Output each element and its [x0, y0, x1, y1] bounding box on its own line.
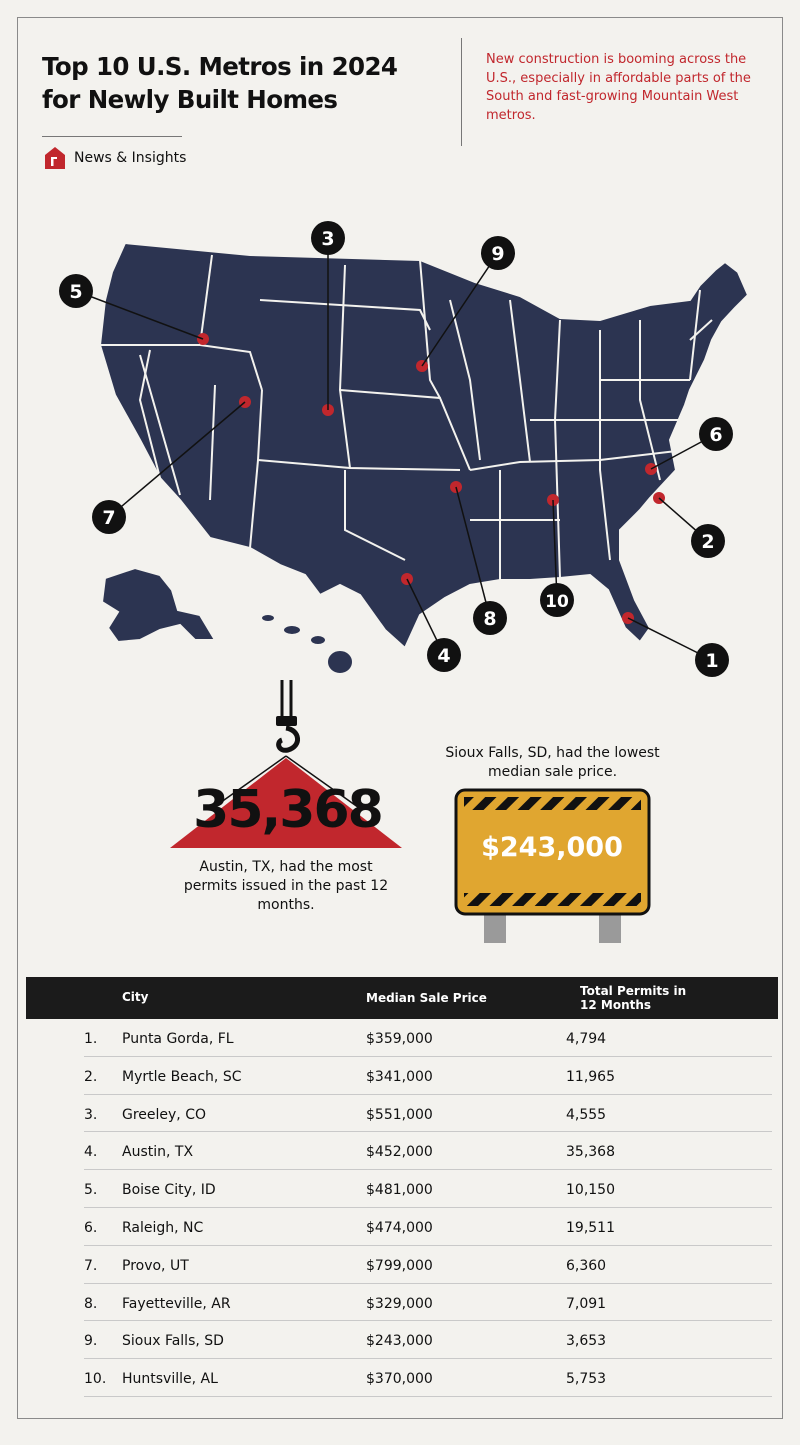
row-permits: 4,794	[566, 1031, 607, 1047]
row-price: $474,000	[366, 1219, 433, 1236]
row-permits: 4,555	[566, 1106, 607, 1123]
svg-text:3: 3	[321, 228, 335, 250]
row-city: Boise City, ID	[122, 1182, 216, 1199]
row-permits: 6,360	[566, 1257, 607, 1274]
row-city: Huntsville, AL	[122, 1371, 218, 1388]
svg-text:7: 7	[102, 507, 116, 529]
metros-table	[26, 977, 778, 1397]
row-city: Myrtle Beach, SC	[122, 1068, 242, 1085]
label-4	[427, 638, 461, 672]
row-permits: 11,965	[566, 1068, 615, 1085]
label-10	[540, 583, 574, 617]
row-permits: 5,753	[566, 1371, 607, 1388]
row-rank: 1.	[84, 1031, 98, 1047]
table-row	[84, 1359, 772, 1397]
table-row	[84, 1019, 772, 1057]
row-price: $551,000	[366, 1106, 433, 1123]
column-header-city: City	[122, 990, 149, 1004]
row-rank: 4.	[84, 1144, 98, 1161]
table-row	[84, 1095, 772, 1133]
row-permits: 7,091	[566, 1295, 607, 1312]
svg-text:6: 6	[709, 424, 723, 446]
svg-text:2: 2	[701, 531, 715, 553]
row-permits: 19,511	[566, 1219, 615, 1236]
row-price: $799,000	[366, 1257, 433, 1274]
row-city: Punta Gorda, FL	[122, 1031, 234, 1047]
row-price: $370,000	[366, 1371, 433, 1388]
row-rank: 9.	[84, 1333, 98, 1350]
lowest-price-value: $243,000	[481, 832, 623, 863]
column-header-price: Median Sale Price	[366, 991, 487, 1005]
construction-sign-illustration	[450, 787, 655, 947]
table-row	[84, 1321, 772, 1359]
row-permits: 35,368	[566, 1144, 615, 1161]
table-row	[84, 1246, 772, 1284]
row-price: $359,000	[366, 1031, 433, 1047]
table-row	[84, 1208, 772, 1246]
brand-label: News & Insights	[74, 150, 187, 166]
alaska-shape	[102, 568, 215, 642]
row-price: $341,000	[366, 1068, 433, 1085]
svg-text:8: 8	[483, 608, 497, 630]
most-permits-value: 35,368	[193, 780, 382, 840]
most-permits-caption: Austin, TX, had the most permits issued in the past 12 months.	[183, 859, 389, 913]
row-city: Fayetteville, AR	[122, 1295, 231, 1312]
row-city: Raleigh, NC	[122, 1219, 204, 1236]
table-body	[26, 1019, 778, 1397]
svg-text:4: 4	[437, 645, 451, 667]
lowest-price-caption: Sioux Falls, SD, had the lowest median sale price.	[445, 745, 660, 780]
row-price: $329,000	[366, 1295, 433, 1312]
label-8	[473, 601, 507, 635]
svg-text:9: 9	[491, 243, 505, 265]
label-7	[92, 500, 126, 534]
svg-text:10: 10	[545, 592, 569, 612]
svg-text:5: 5	[69, 281, 83, 303]
table-header	[26, 977, 778, 1019]
us-map	[0, 0, 800, 700]
table-row	[84, 1170, 772, 1208]
row-city: Sioux Falls, SD	[122, 1333, 224, 1350]
table-row	[84, 1284, 772, 1322]
intro-text: New construction is booming across the U.S., especially in affordable parts of the South and fast-growing Mountain West metros.	[486, 52, 751, 123]
table-row	[84, 1132, 772, 1170]
label-1	[695, 643, 729, 677]
hawaii-shapes	[261, 614, 353, 674]
table-row	[84, 1057, 772, 1095]
label-5	[59, 274, 93, 308]
row-rank: 5.	[84, 1182, 98, 1199]
row-permits: 3,653	[566, 1333, 607, 1350]
label-2	[691, 524, 725, 558]
row-rank: 8.	[84, 1295, 98, 1312]
column-header-permits: Total Permits in 12 Months	[580, 984, 687, 1012]
row-rank: 10.	[84, 1371, 107, 1388]
row-city: Provo, UT	[122, 1257, 189, 1274]
row-price: $481,000	[366, 1182, 433, 1199]
row-city: Austin, TX	[122, 1144, 194, 1161]
label-3	[311, 221, 345, 255]
svg-text:1: 1	[705, 650, 719, 672]
row-rank: 3.	[84, 1106, 98, 1123]
row-permits: 10,150	[566, 1182, 615, 1199]
row-city: Greeley, CO	[122, 1106, 207, 1123]
row-rank: 2.	[84, 1068, 98, 1085]
page-title: Top 10 U.S. Metros in 2024 for Newly Built Homes	[42, 52, 398, 114]
row-price: $452,000	[366, 1144, 433, 1161]
row-rank: 6.	[84, 1219, 98, 1236]
label-6	[699, 417, 733, 451]
row-price: $243,000	[366, 1333, 433, 1350]
label-9	[481, 236, 515, 270]
row-rank: 7.	[84, 1257, 98, 1274]
